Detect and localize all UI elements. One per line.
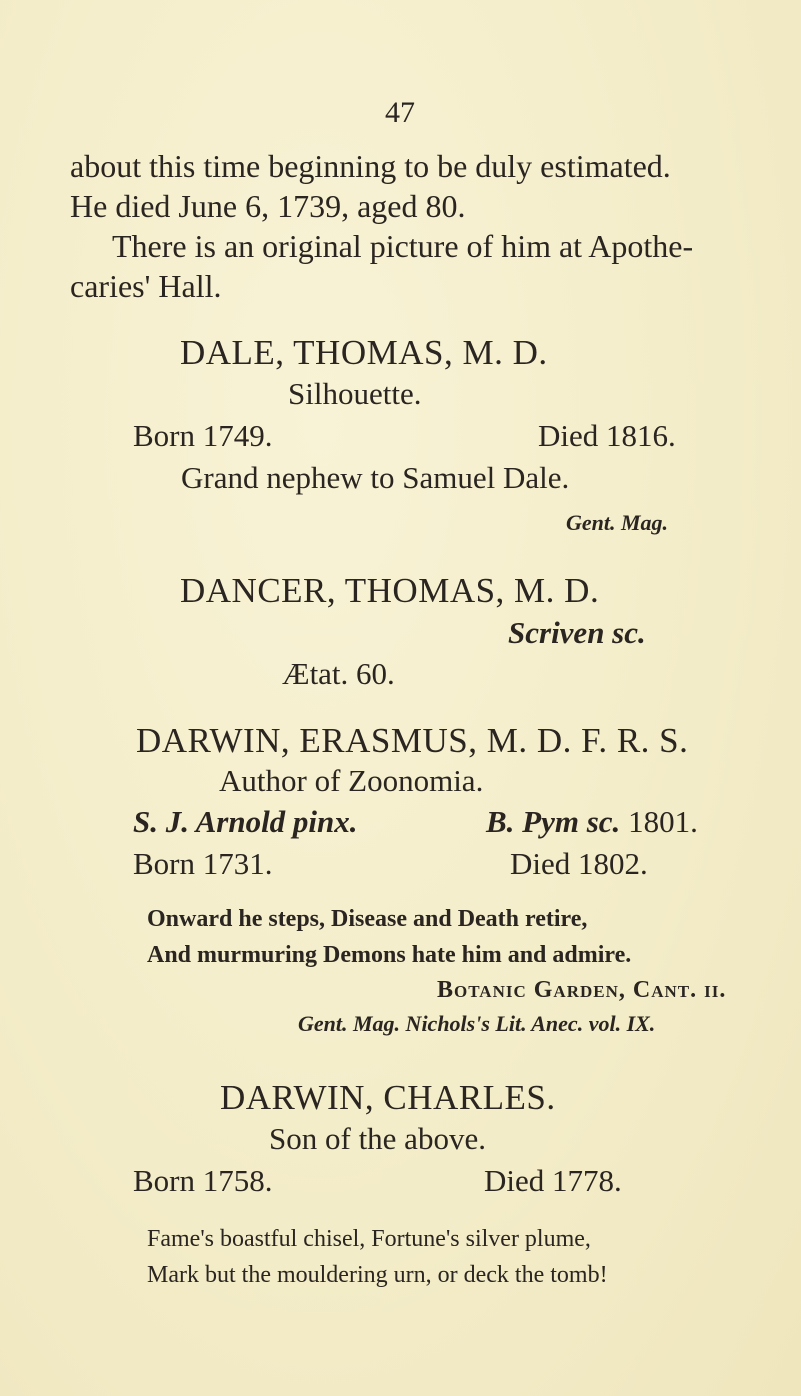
entry-erasmus-subtitle: Author of Zoonomia. [219, 763, 484, 798]
page-number: 47 [385, 96, 415, 129]
entry-dancer-engraver: Scriven sc. [508, 615, 646, 650]
entry-charles-heading: DARWIN, CHARLES. [220, 1078, 556, 1117]
entry-erasmus-verse-source: Botanic Garden, Cant. ii. [437, 977, 727, 1003]
entry-dale-source: Gent. Mag. [566, 510, 669, 535]
entry-dancer-aetat: Ætat. 60. [282, 656, 395, 691]
entry-charles-verse-1: Fame's boastful chisel, Fortune's silver plume, [147, 1226, 591, 1252]
entry-charles-subtitle: Son of the above. [269, 1121, 486, 1156]
entry-dale-subtitle: Silhouette. [288, 376, 422, 411]
entry-charles-died: Died 1778. [484, 1163, 622, 1198]
entry-erasmus-engraver [486, 806, 698, 837]
entry-erasmus-verse-1: Onward he steps, Disease and Death retire, [147, 906, 588, 932]
intro-line-2: He died June 6, 1739, aged 80. [70, 188, 466, 224]
entry-erasmus-verse-2: And murmuring Demons hate him and admire. [147, 942, 632, 968]
entry-erasmus-born: Born 1731. [133, 846, 273, 881]
entry-erasmus-engraver-name: B. Pym sc. [486, 804, 621, 839]
intro-line-1: about this time beginning to be duly estimated. [70, 148, 671, 184]
entry-erasmus-died: Died 1802. [510, 846, 648, 881]
entry-dale-heading: DALE, THOMAS, M. D. [180, 333, 548, 372]
entry-dancer-heading: DANCER, THOMAS, M. D. [180, 571, 600, 610]
entry-erasmus-painter: S. J. Arnold pinx. [133, 804, 358, 839]
intro-line-4: caries' Hall. [70, 268, 222, 304]
entry-dale-died: Died 1816. [538, 418, 676, 453]
entry-charles-born: Born 1758. [133, 1163, 273, 1198]
entry-charles-verse-2: Mark but the mouldering urn, or deck the tomb! [147, 1262, 608, 1288]
entry-erasmus-reference: Gent. Mag. Nichols's Lit. Anec. vol. IX. [298, 1011, 656, 1036]
entry-erasmus-heading: DARWIN, ERASMUS, M. D. F. R. S. [136, 721, 689, 760]
entry-dale-note: Grand nephew to Samuel Dale. [181, 460, 570, 495]
entry-erasmus-engraver-year: 1801. [628, 804, 698, 839]
entry-dale-born: Born 1749. [133, 418, 273, 453]
intro-line-3: There is an original picture of him at Apothe- [112, 228, 694, 264]
